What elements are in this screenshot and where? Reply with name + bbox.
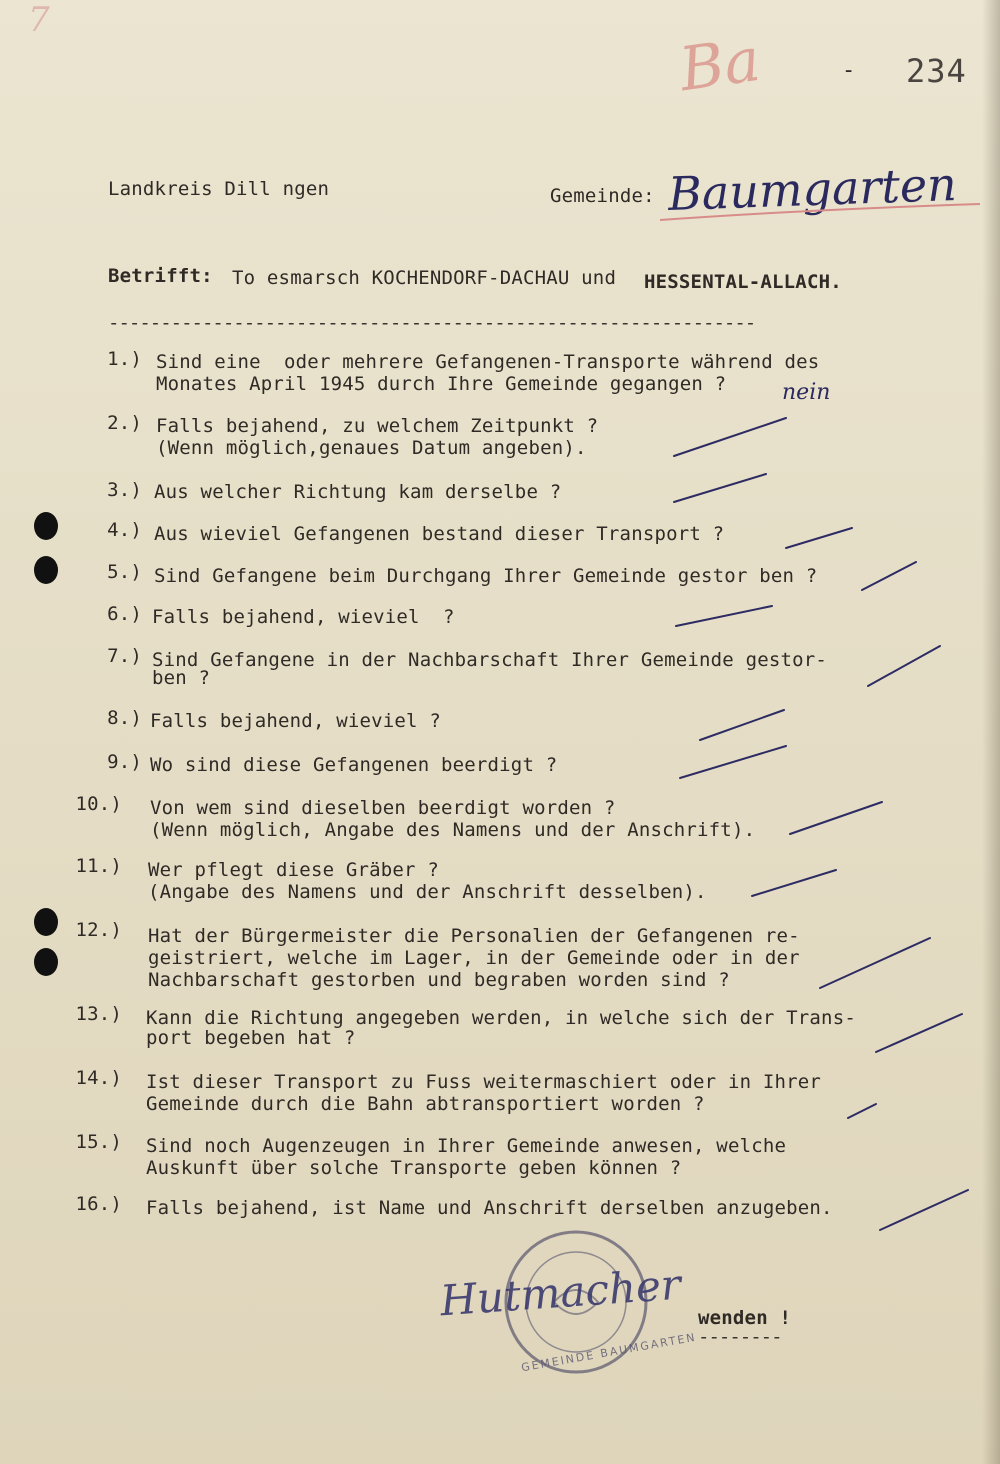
subject-text: To esmarsch KOCHENDORF-DACHAU und	[232, 267, 617, 289]
question-number: 2.)	[107, 412, 142, 434]
question-number: 13.)	[75, 1003, 122, 1025]
question-text: Sind eine oder mehrere Gefangenen-Transporte während des	[156, 351, 820, 373]
question-text: Auskunft über solche Transporte geben können ?	[146, 1157, 682, 1179]
question-text: Aus welcher Richtung kam derselbe ?	[154, 481, 562, 503]
question-text: Wo sind diese Gefangenen beerdigt ?	[150, 754, 558, 776]
question-text: Falls bejahend, zu welchem Zeitpunkt ?	[156, 415, 599, 437]
question-number: 7.)	[107, 645, 142, 667]
question-text: (Angabe des Namens und der Anschrift desselben).	[148, 881, 707, 903]
question-text: Nachbarschaft gestorben und begraben worden sind ?	[148, 969, 730, 991]
question-text: Falls bejahend, wieviel ?	[150, 710, 441, 732]
question-text: (Wenn möglich,genaues Datum angeben).	[156, 437, 587, 459]
corner-mark: 7	[28, 0, 50, 40]
question-number: 10.)	[75, 793, 122, 815]
turn-over-underline: --------	[698, 1326, 782, 1348]
question-number: 1.)	[107, 348, 142, 370]
question-number: 15.)	[75, 1131, 122, 1153]
question-number: 8.)	[107, 707, 142, 729]
question-number: 16.)	[75, 1193, 122, 1215]
question-text: (Wenn möglich, Angabe des Namens und der Anschrift).	[150, 819, 756, 841]
subject-label: Betrifft:	[108, 265, 213, 287]
district-label: Landkreis Dill ngen	[108, 178, 330, 200]
question-text: Sind Gefangene beim Durchgang Ihrer Gemeinde gestor ben ?	[154, 565, 818, 587]
archive-mark: Ba	[675, 24, 765, 106]
question-text: Sind noch Augenzeugen in Ihrer Gemeinde anwesen, welche	[146, 1135, 787, 1157]
page-dash: -	[842, 58, 856, 83]
question-text: Wer pflegt diese Gräber ?	[148, 859, 439, 881]
question-text: Aus wieviel Gefangenen bestand dieser Transport ?	[154, 523, 725, 545]
question-number: 9.)	[107, 751, 142, 773]
question-text: ben ?	[152, 667, 211, 689]
question-number: 6.)	[107, 603, 142, 625]
question-number: 3.)	[107, 479, 142, 501]
answer-handwritten: nein	[782, 380, 831, 405]
question-text: Falls bejahend, ist Name und Anschrift derselben anzugeben.	[146, 1197, 833, 1219]
question-text: Monates April 1945 durch Ihre Gemeinde gegangen ?	[156, 373, 727, 395]
municipality-label: Gemeinde:	[550, 185, 655, 207]
question-text: geistriert, welche im Lager, in der Gemeinde oder in der	[148, 947, 800, 969]
subject-text-bold: HESSENTAL-ALLACH.	[644, 271, 842, 293]
municipality-handwritten: Baumgarten	[667, 156, 958, 222]
question-text: Kann die Richtung angegeben werden, in welche sich der Trans-	[146, 1007, 856, 1029]
mayor-signature: Hutmacher	[438, 1259, 683, 1326]
question-number: 4.)	[107, 519, 142, 541]
question-number: 12.)	[75, 919, 122, 941]
question-number: 14.)	[75, 1067, 122, 1089]
turn-over-note: wenden !	[698, 1307, 792, 1329]
question-text: port begeben hat ?	[146, 1027, 356, 1049]
question-text: Ist dieser Transport zu Fuss weitermaschiert oder in Ihrer	[146, 1071, 822, 1093]
question-number: 11.)	[75, 855, 122, 877]
question-text: Sind Gefangene in der Nachbarschaft Ihrer Gemeinde gestor-	[152, 649, 828, 671]
question-text: Gemeinde durch die Bahn abtransportiert worden ?	[146, 1093, 705, 1115]
question-text: Hat der Bürgermeister die Personalien der Gefangenen re-	[148, 925, 800, 947]
question-text: Falls bejahend, wieviel ?	[152, 606, 455, 628]
question-text: Von wem sind dieselben beerdigt worden ?	[150, 797, 616, 819]
page-number: 234	[906, 52, 967, 90]
separator-line: --------------------------------------------------------------	[108, 312, 756, 334]
question-number: 5.)	[107, 561, 142, 583]
stamp-text: GEMEINDE BAUMGARTEN	[520, 1330, 698, 1375]
